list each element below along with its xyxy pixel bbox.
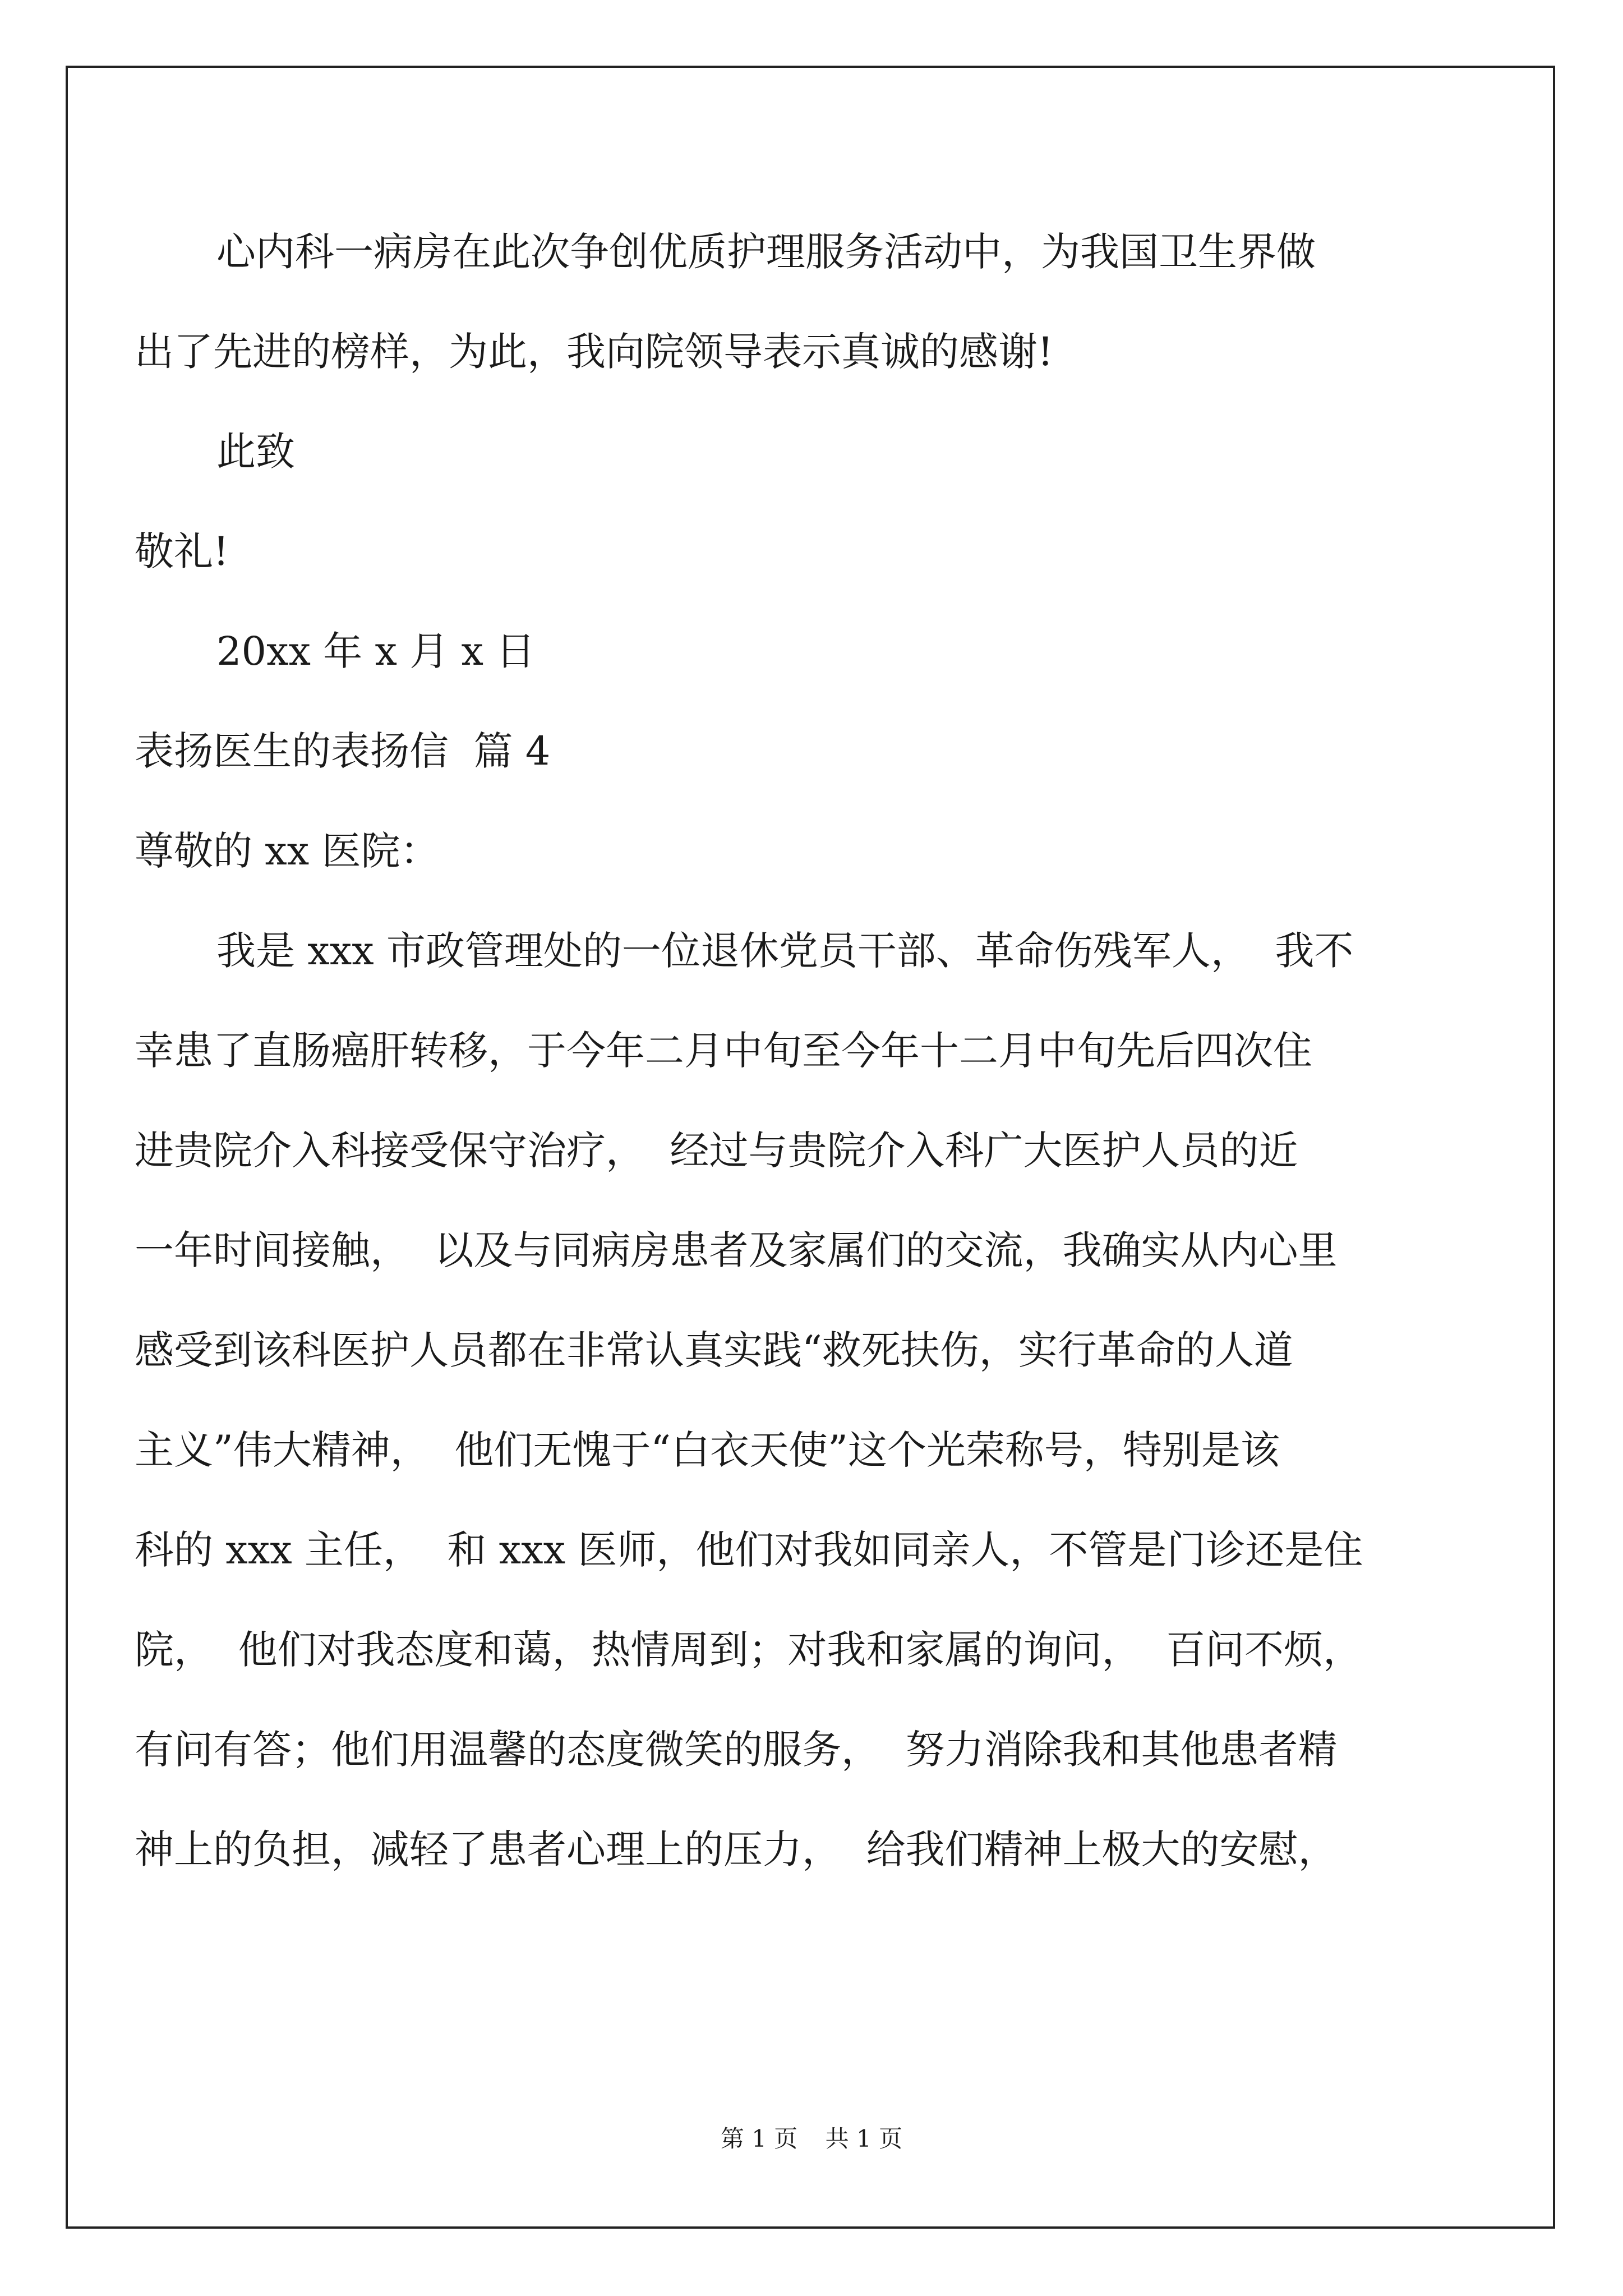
text-line: 感受到该科医护人员都在非常认真实践“救死扶伤，实行革命的人道 bbox=[135, 1327, 1293, 1373]
closing-regards: 敬礼! bbox=[135, 528, 229, 574]
text-line: 主义”伟大精神， 他们无愧于“白衣天使”这个光荣称号，特别是该 bbox=[135, 1427, 1280, 1473]
text-line: 出了先进的榜样，为此，我向院领导表示真诚的感谢! bbox=[135, 329, 1054, 375]
document-body bbox=[135, 202, 1436, 1899]
page-total: 共 1 页 bbox=[825, 2125, 903, 2152]
closing-salutation: 此致 bbox=[216, 429, 295, 475]
text-line: 进贵院介入科接受保守治疗， 经过与贵院介入科广大医护人员的近 bbox=[135, 1128, 1298, 1174]
section-title: 表扬医生的表扬信 篇 4 bbox=[135, 728, 551, 774]
text-line: 神上的负担，减轻了患者心理上的压力， 给我们精神上极大的安慰， bbox=[135, 1826, 1338, 1872]
text-line: 我是 xxx 市政管理处的一位退休党员干部、革命伤残军人， 我不 bbox=[216, 928, 1354, 974]
text-line: 院， 他们对我态度和蔼，热情周到；对我和家属的询问， 百问不烦， bbox=[135, 1627, 1363, 1673]
page-footer bbox=[0, 2120, 1623, 2154]
text-line: 幸患了直肠癌肝转移，于今年二月中旬至今年十二月中旬先后四次住 bbox=[135, 1028, 1312, 1074]
text-line: 有问有答；他们用温馨的态度微笑的服务， 努力消除我和其他患者精 bbox=[135, 1727, 1338, 1773]
text-line: 科的 xxx 主任， 和 xxx 医师，他们对我如同亲人，不管是门诊还是住 bbox=[135, 1527, 1363, 1573]
text-line: 一年时间接触， 以及与同病房患者及家属们的交流，我确实从内心里 bbox=[135, 1227, 1338, 1273]
letter-date: 20xx 年 x 月 x 日 bbox=[216, 628, 536, 674]
text-line: 心内科一病房在此次争创优质护理服务活动中，为我国卫生界做 bbox=[216, 229, 1316, 275]
page-number: 第 1 页 bbox=[720, 2125, 798, 2152]
letter-greeting: 尊敬的 xx 医院： bbox=[135, 828, 440, 874]
